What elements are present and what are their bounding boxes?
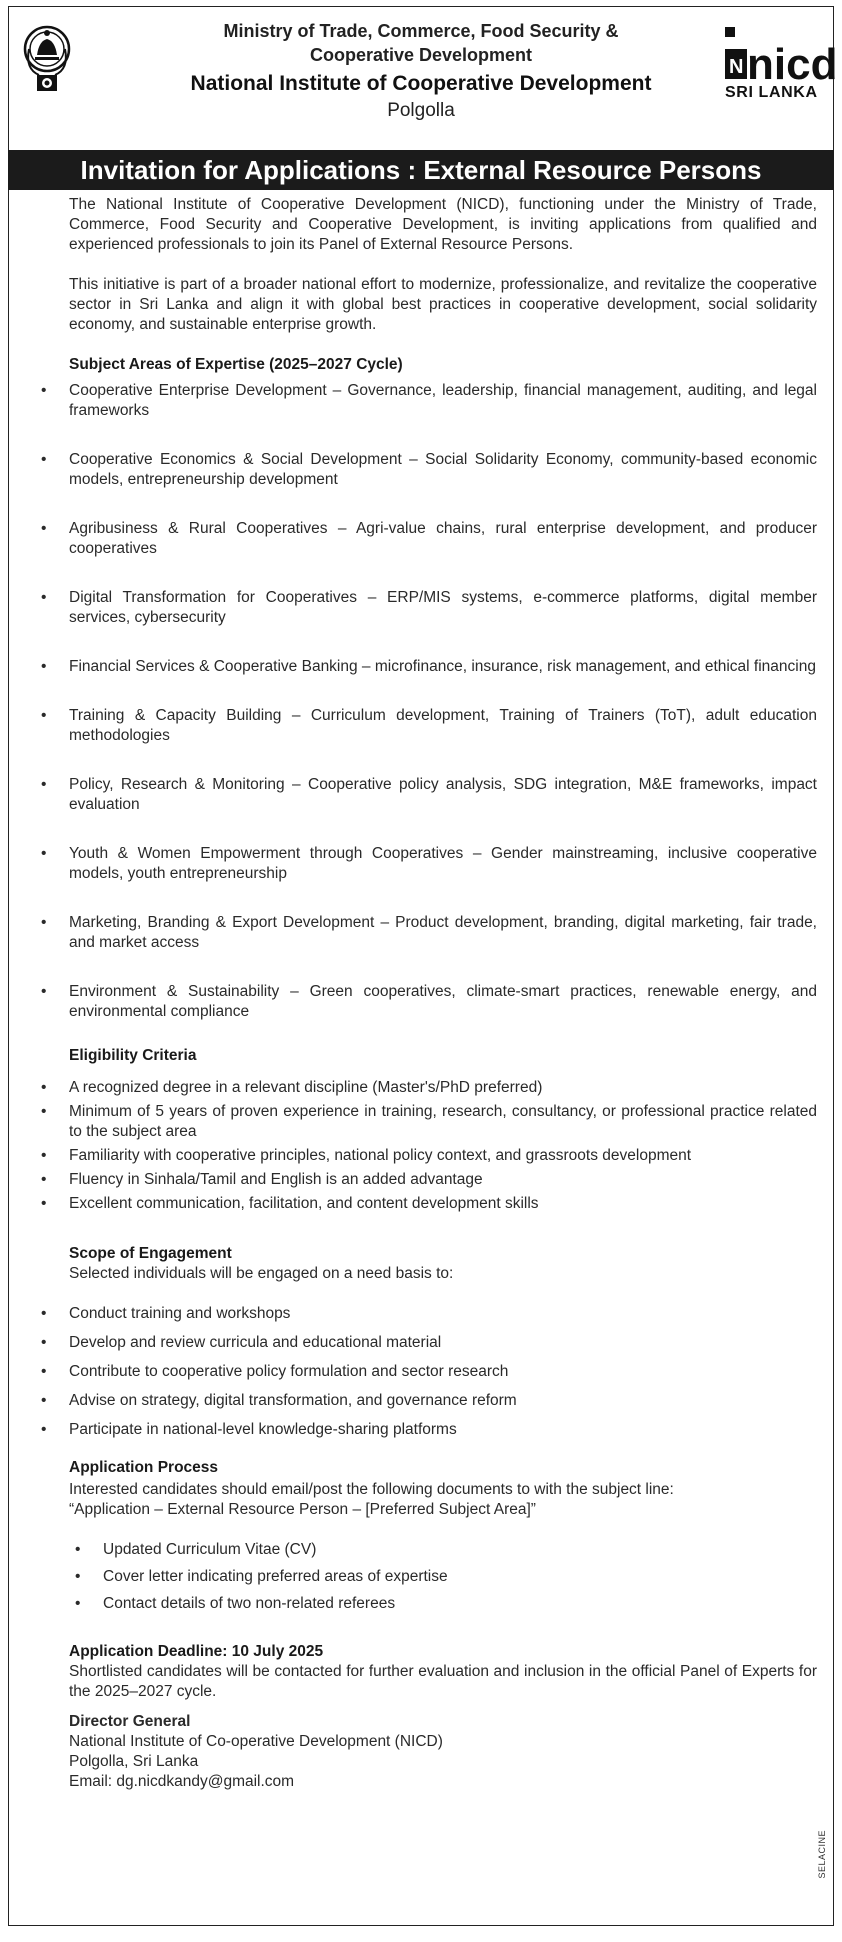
list-item: • Youth & Women Empowerment through Cooperatives – Gender mainstreaming, inclusive cooperative models, youth entrepreneurship (41, 844, 817, 884)
list-item: • Cover letter indicating preferred areas of expertise (41, 1567, 817, 1587)
list-item: • Fluency in Sinhala/Tamil and English is an added advantage (41, 1170, 817, 1190)
signoff-email: Email: dg.nicdkandy@gmail.com (69, 1773, 295, 1790)
application-intro-line1: Interested candidates should email/post the following documents to with the subject line: (69, 1481, 674, 1498)
signoff-block (69, 1712, 817, 1792)
list-item: • Agribusiness & Rural Cooperatives – Agri-value chains, rural enterprise development, and producer cooperatives (41, 519, 817, 559)
signoff-organization: National Institute of Co-operative Development (NICD) (69, 1733, 443, 1750)
scope-intro: Selected individuals will be engaged on a need basis to: (69, 1265, 454, 1282)
list-item: • Marketing, Branding & Export Development – Product development, branding, digital marketing, fair trade, and market access (41, 913, 817, 953)
list-item: • Cooperative Enterprise Development – Governance, leadership, financial management, auditing, and legal frameworks (41, 381, 817, 421)
header (9, 7, 838, 139)
list-item: • Develop and review curricula and educational material (41, 1333, 817, 1353)
advertisement-body (41, 195, 817, 1792)
list-item: • Conduct training and workshops (41, 1304, 817, 1324)
application-heading: Application Process (69, 1459, 219, 1476)
list-item: • Environment & Sustainability – Green cooperatives, climate-smart practices, renewable energy, and environmental compliance (41, 982, 817, 1022)
list-item: • Participate in national-level knowledge-sharing platforms (41, 1420, 817, 1440)
title-banner: Invitation for Applications : External Resource Persons (8, 150, 834, 190)
list-item: • Contact details of two non-related referees (41, 1594, 817, 1614)
ministry-name-line2: Cooperative Development (309, 45, 533, 65)
institute-name: National Institute of Cooperative Development (190, 72, 652, 95)
eligibility-heading: Eligibility Criteria (69, 1047, 197, 1064)
logo-wordmark: nicd (747, 40, 838, 89)
institute-location: Polgolla (387, 100, 455, 121)
list-item: • Contribute to cooperative policy formulation and sector research (41, 1362, 817, 1382)
scope-list (41, 1304, 817, 1440)
nicd-logo-icon (721, 21, 838, 101)
svg-text:N: N (729, 56, 744, 78)
list-item: • Minimum of 5 years of proven experience in training, research, consultancy, or professional practice related to the subject area (41, 1102, 817, 1142)
advertisement-page (8, 6, 838, 1926)
signoff-title: Director General (69, 1713, 191, 1730)
sri-lanka-emblem-icon (23, 19, 71, 101)
list-item: • Familiarity with cooperative principles, national policy context, and grassroots development (41, 1146, 817, 1166)
header-text (119, 19, 723, 123)
list-item: • Policy, Research & Monitoring – Cooperative policy analysis, SDG integration, M&E frameworks, impact evaluation (41, 775, 817, 815)
list-item: • Advise on strategy, digital transformation, and governance reform (41, 1391, 817, 1411)
list-item: • Excellent communication, facilitation, and content development skills (41, 1194, 817, 1214)
list-item: • Digital Transformation for Cooperatives – ERP/MIS systems, e-commerce platforms, digital member services, cybersecurity (41, 588, 817, 628)
subject-areas-list (41, 381, 817, 1022)
application-intro-line2: “Application – External Resource Person – [Preferred Subject Area]” (69, 1501, 536, 1518)
list-item: • Financial Services & Cooperative Banking – microfinance, insurance, risk management, and ethical financing (41, 657, 817, 677)
deadline-heading: Application Deadline: 10 July 2025 (69, 1643, 324, 1660)
ministry-name-line1: Ministry of Trade, Commerce, Food Security & (223, 21, 619, 41)
agency-stamp: SELACINE (817, 1830, 827, 1879)
application-documents-list (41, 1540, 817, 1614)
deadline-text: Shortlisted candidates will be contacted for further evaluation and inclusion in the official Panel of Experts for the 2025–2027 cycle. (69, 1663, 817, 1700)
signoff-address: Polgolla, Sri Lanka (69, 1753, 199, 1770)
intro-paragraph-2: This initiative is part of a broader national effort to modernize, professionalize, and revitalize the cooperative sector in Sri Lanka and align it with global best practices in cooperative development, social solidarity economy, and sustainable enterprise growth. (69, 276, 817, 333)
list-item: • A recognized degree in a relevant discipline (Master's/PhD preferred) (41, 1078, 817, 1098)
intro-paragraph-1: The National Institute of Cooperative Development (NICD), functioning under the Ministry of Trade, Commerce, Food Security and Cooperative Development, is inviting applications from qualified and experienced professionals to join its Panel of External Resource Persons. (69, 196, 817, 253)
list-item: • Updated Curriculum Vitae (CV) (41, 1540, 817, 1560)
eligibility-list (41, 1078, 817, 1214)
subject-areas-heading: Subject Areas of Expertise (2025–2027 Cycle) (69, 356, 403, 373)
list-item: • Training & Capacity Building – Curriculum development, Training of Trainers (ToT), adult education methodologies (41, 706, 817, 746)
scope-heading: Scope of Engagement (69, 1245, 232, 1262)
list-item: • Cooperative Economics & Social Development – Social Solidarity Economy, community-based economic models, entrepreneurship development (41, 450, 817, 490)
logo-country: SRI LANKA (725, 84, 817, 101)
